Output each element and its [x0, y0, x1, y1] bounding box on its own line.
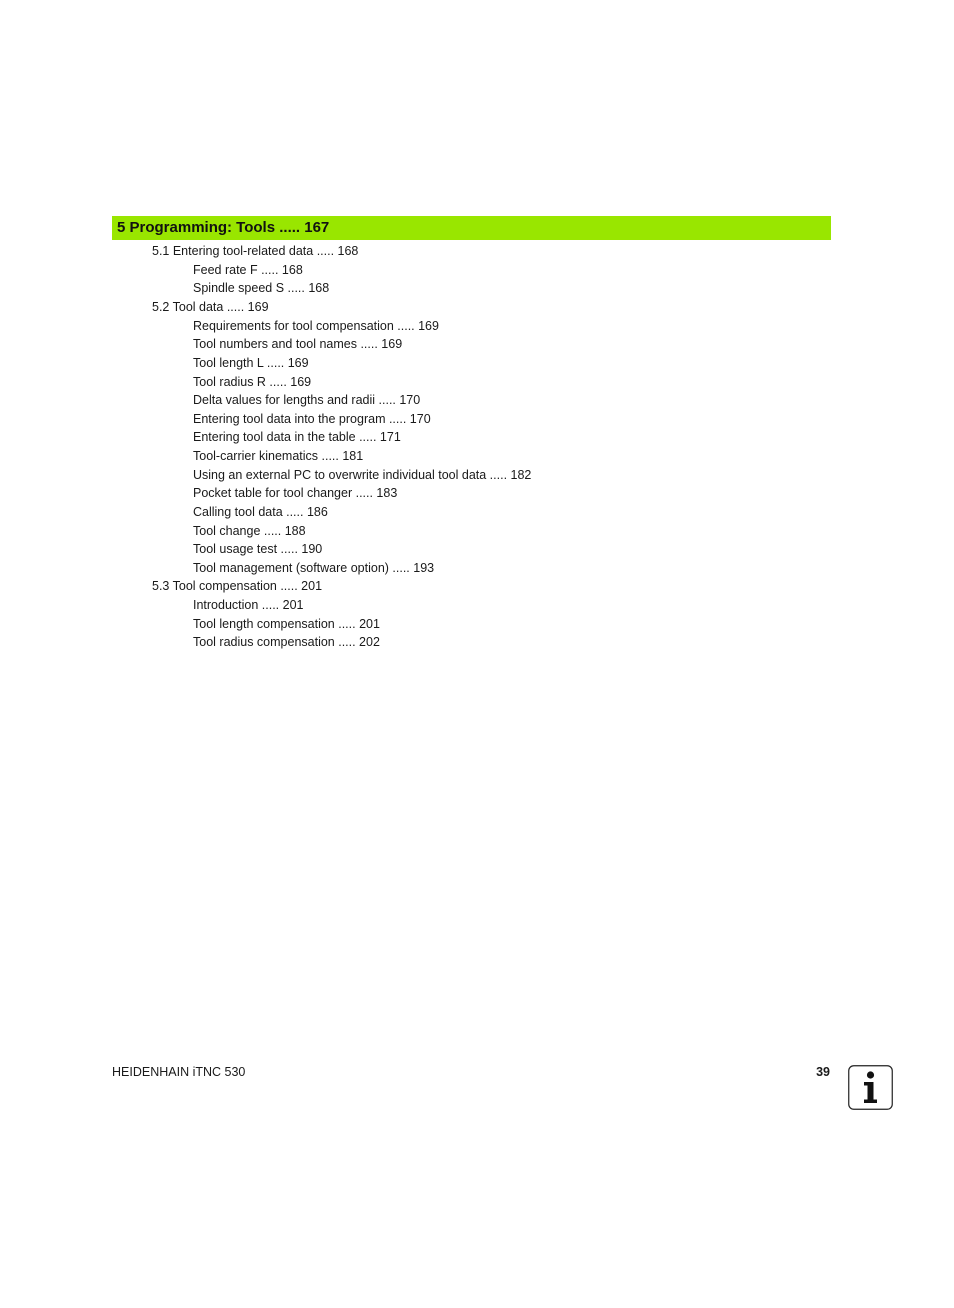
page-number: 39 [816, 1065, 830, 1079]
chapter-title[interactable]: 5 Programming: Tools ..... 167 [117, 219, 330, 236]
toc-entry-tool-change[interactable]: Tool change ..... 188 [193, 524, 306, 538]
toc-entry-tool-usage-test[interactable]: Tool usage test ..... 190 [193, 542, 323, 556]
toc-entry-delta-values[interactable]: Delta values for lengths and radii ..... 170 [193, 393, 421, 407]
toc-entry-entering-into-program[interactable]: Entering tool data into the program ..... 170 [193, 412, 431, 426]
toc-entry-tool-management[interactable]: Tool management (software option) ..... 193 [193, 561, 435, 575]
info-icon [848, 1065, 893, 1110]
toc-entry-introduction[interactable]: Introduction ..... 201 [193, 598, 304, 612]
toc-section-5-3[interactable]: 5.3 Tool compensation ..... 201 [152, 579, 323, 593]
toc-entry-length-compensation[interactable]: Tool length compensation ..... 201 [193, 617, 380, 631]
toc-entry-feed-rate[interactable]: Feed rate F ..... 168 [193, 263, 303, 277]
toc-entry-tool-numbers-names[interactable]: Tool numbers and tool names ..... 169 [193, 337, 403, 351]
toc-entry-spindle-speed[interactable]: Spindle speed S ..... 168 [193, 281, 330, 295]
toc-section-5-2[interactable]: 5.2 Tool data ..... 169 [152, 300, 269, 314]
toc-entry-external-pc[interactable]: Using an external PC to overwrite individual tool data ..... 182 [193, 468, 532, 482]
toc-entry-calling-tool-data[interactable]: Calling tool data ..... 186 [193, 505, 328, 519]
toc-entry-tool-carrier-kinematics[interactable]: Tool-carrier kinematics ..... 181 [193, 449, 364, 463]
footer-document-title: HEIDENHAIN iTNC 530 [112, 1065, 246, 1079]
toc-entry-pocket-table[interactable]: Pocket table for tool changer ..... 183 [193, 486, 398, 500]
toc-entry-requirements-compensation[interactable]: Requirements for tool compensation ..... 169 [193, 319, 439, 333]
toc-section-5-1[interactable]: 5.1 Entering tool-related data ..... 168 [152, 244, 359, 258]
toc-entry-entering-in-table[interactable]: Entering tool data in the table ..... 171 [193, 430, 401, 444]
toc-entry-tool-radius[interactable]: Tool radius R ..... 169 [193, 375, 312, 389]
toc-entry-radius-compensation[interactable]: Tool radius compensation ..... 202 [193, 635, 380, 649]
toc-entry-tool-length[interactable]: Tool length L ..... 169 [193, 356, 309, 370]
